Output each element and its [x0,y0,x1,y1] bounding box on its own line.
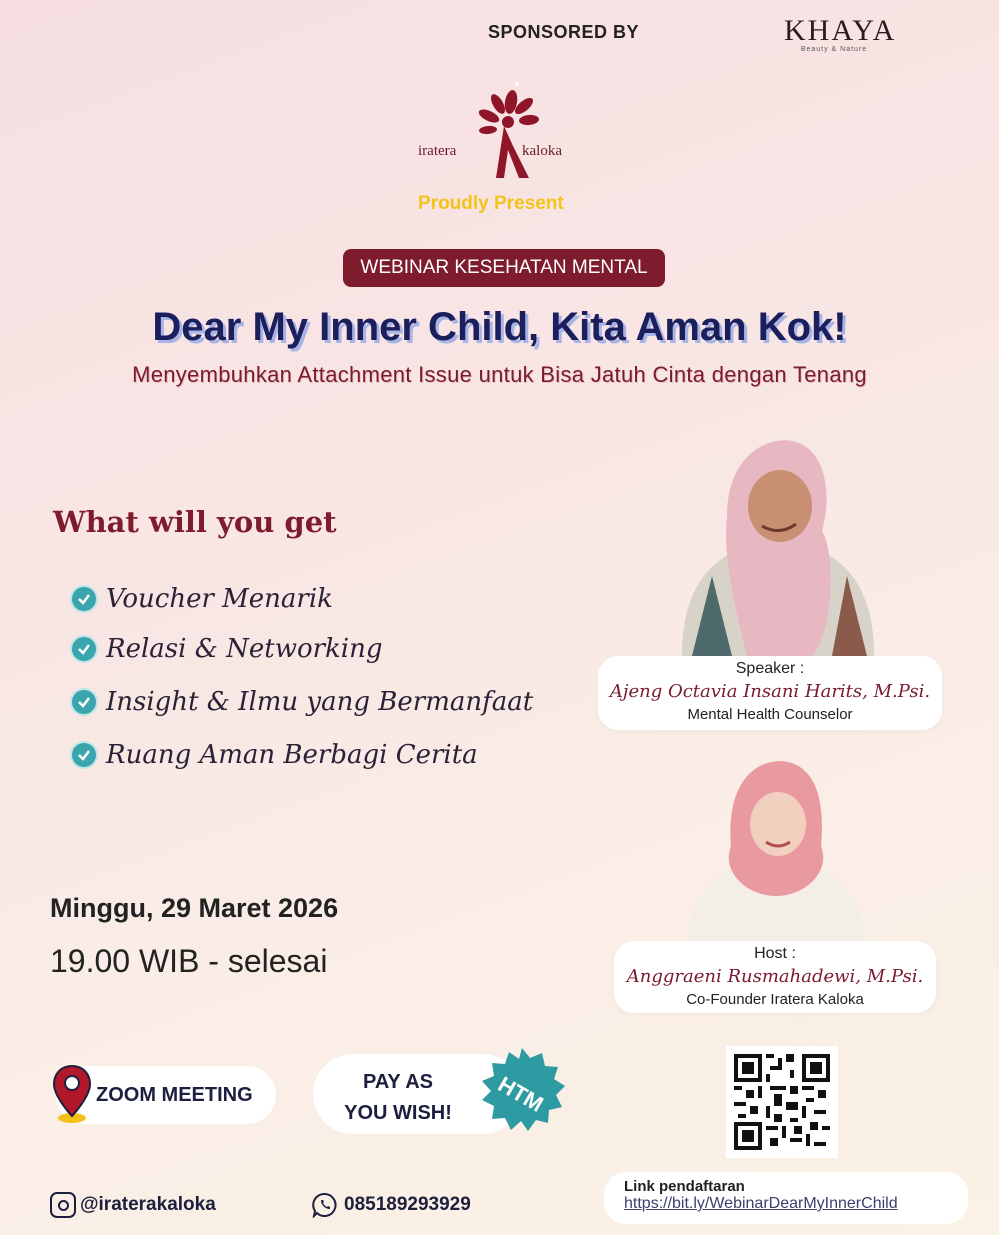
logo-text-right: kaloka [522,143,562,159]
check-icon [72,587,96,611]
host-role: Host : [754,945,796,962]
benefit-item [72,634,383,664]
sponsored-by-label: SPONSORED BY [488,22,640,42]
speaker-name: Ajeng Octavia Insani Harits, M.Psi. [609,681,931,702]
instagram-contact[interactable] [50,1192,216,1218]
map-pin-icon [52,1064,92,1126]
benefit-label: Ruang Aman Berbagi Cerita [106,740,478,770]
registration-label: Link pendaftaran [624,1178,745,1195]
host-card [614,941,936,1013]
location-label: ZOOM MEETING [96,1083,253,1106]
whatsapp-number: 085189293929 [344,1194,471,1215]
benefit-label: Insight & Ilmu yang Bermanfaat [106,687,534,717]
host-title: Co-Founder Iratera Kaloka [686,991,864,1008]
intro-text: Proudly Present [418,193,564,214]
flower-logo-icon [416,80,586,180]
whatsapp-contact[interactable] [312,1192,471,1218]
host-name: Anggraeni Rusmahadewi, M.Psi. [626,966,924,987]
benefit-item [72,687,533,717]
benefit-item [72,740,478,770]
logo-text-left: iratera [418,143,457,159]
sponsor-brand: KHAYA [784,14,897,47]
instagram-handle: @iraterakaloka [80,1194,216,1215]
page-subtitle: Menyembuhkan Attachment Issue untuk Bisa Jatuh Cinta dengan Tenang [132,362,867,387]
speaker-title: Mental Health Counselor [687,706,853,723]
payment-line-2: YOU WISH! [344,1102,452,1124]
check-icon [72,743,96,767]
check-icon [72,637,96,661]
htm-badge-icon [476,1046,568,1138]
whatsapp-icon [312,1192,338,1218]
page-title: Dear My Inner Child, Kita Aman Kok! [152,305,847,349]
check-icon [72,690,96,714]
benefit-item [72,584,333,614]
benefits-heading: What will you get [53,505,337,539]
benefit-label: Voucher Menarik [106,584,333,614]
host-photo [686,756,866,942]
registration-card [604,1172,968,1224]
event-time: 19.00 WIB - selesai [50,943,328,979]
benefit-label: Relasi & Networking [106,634,383,664]
sponsor-tagline: Beauty & Nature [800,46,868,53]
instagram-icon [50,1192,76,1218]
speaker-photo [672,436,884,656]
speaker-card [598,656,942,730]
payment-line-1: PAY AS [362,1071,434,1093]
event-date: Minggu, 29 Maret 2026 [50,893,339,923]
speaker-role: Speaker : [735,660,805,677]
registration-link[interactable]: https://bit.ly/WebinarDearMyInnerChild [624,1195,898,1212]
webinar-badge: WEBINAR KESEHATAN MENTAL [343,249,665,287]
sponsor-logo [784,14,897,53]
htm-badge-label: HTM [493,1071,548,1117]
qr-code [726,1046,838,1158]
